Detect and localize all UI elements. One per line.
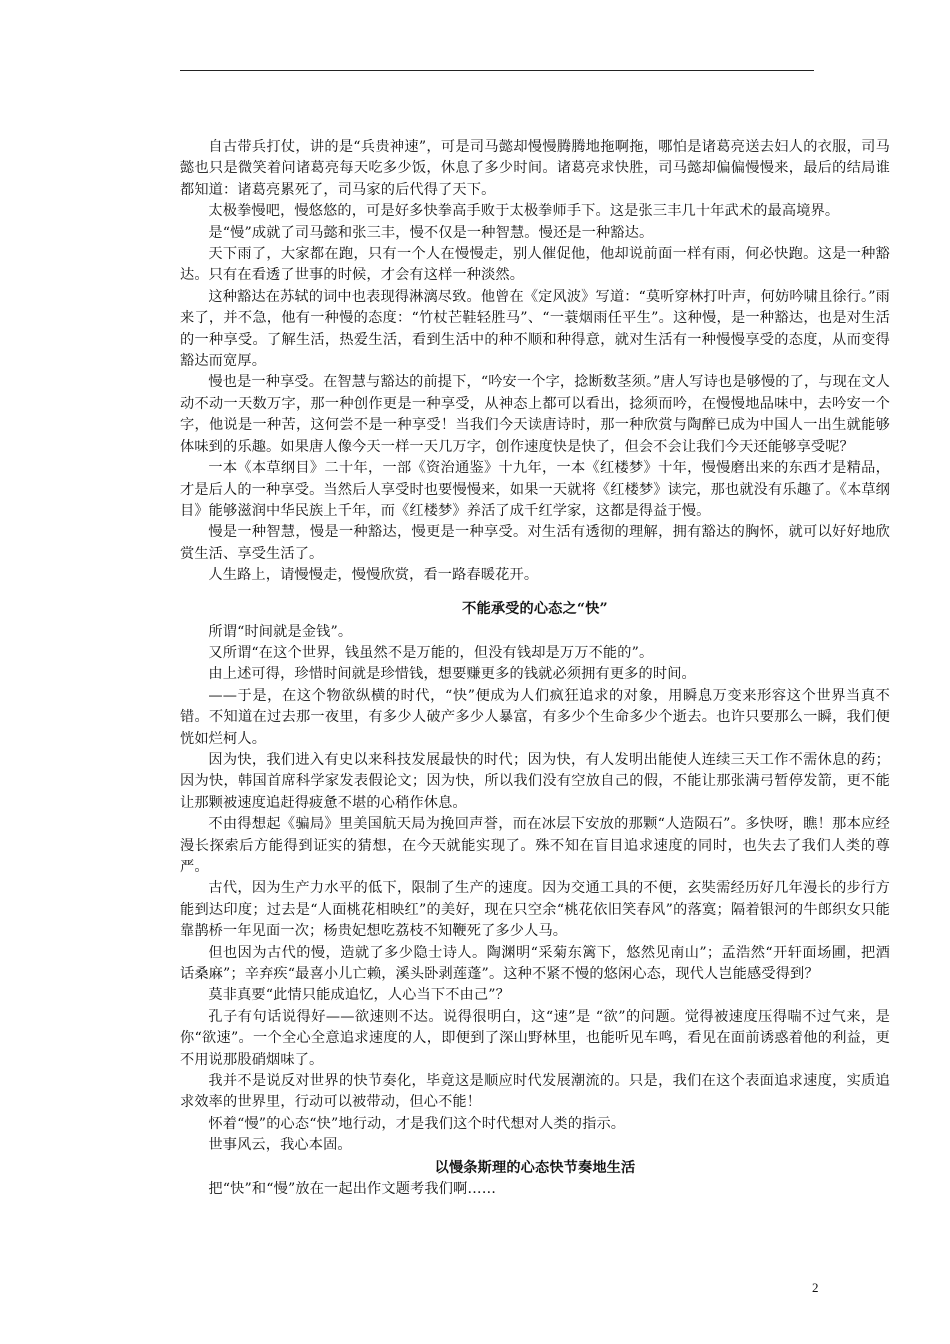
section-title: 以慢条斯理的心态快节奏地生活 [434,1159,636,1176]
paragraph: 这种豁达在苏轼的词中也表现得淋漓尽致。他曾在《定风波》写道：“莫听穿林打叶声，何妨吟啸且徐行。”雨来了，并不急，他有一种慢的态度：“竹杖芒鞋轻胜马”、“一蓑烟雨任平生”。这种慢，是一种豁达，也是对生活的一种享受。了解生活，热爱生活，看到生活中的种不顺和种得意，就对生活有一种慢慢享受的态度，从而变得豁达而宽厚。 [180,288,890,370]
paragraph: 由上述可得，珍惜时间就是珍惜钱，想要赚更多的钱就必须拥有更多的时间。 [208,666,696,683]
paragraph: 自古带兵打仗，讲的是“兵贵神速”，可是司马懿却慢慢腾腾地拖啊拖，哪怕是诸葛亮送去妇人的衣服，司马懿也只是微笑着问诸葛亮每天吃多少饭，休息了多少时间。诸葛亮求快胜，司马懿却偏偏慢慢来，最后的结局谁都知道：诸葛亮累死了，司马家的后代得了天下。 [180,139,890,198]
paragraph: ——于是，在这个物欲纵横的时代，“快”便成为人们疯狂追求的对象，用瞬息万变来形容这个世界当真不错。不知道在过去那一夜里，有多少人破产多少人暴富，有多少个生命多少个逝去。也许只要那么一瞬，我们便恍如烂柯人。 [180,687,890,747]
page-number: 2 [812,1280,819,1295]
paragraph: 但也因为古代的慢，造就了多少隐士诗人。陶渊明“采菊东篱下，悠然见南山”；孟浩然“开轩面场圃，把酒话桑麻”；辛弃疾“最喜小儿亡赖，溪头卧剥莲蓬”。这种不紧不慢的悠闲心态，现代人岂能感受得到？ [180,944,890,983]
paragraph: 怀着“慢”的心态“快”地行动，才是我们这个时代想对人类的指示。 [208,1115,626,1132]
paragraph: 天下雨了，大家都在跑，只有一个人在慢慢走，别人催促他，他却说前面一样有雨，何必快跑。这是一种豁达。只有在看透了世事的时候，才会有这样一种淡然。 [180,246,890,284]
paragraph: 古代，因为生产力水平的低下，限制了生产的速度。因为交通工具的不便，玄奘需经历好几年漫长的步行方能到达印度；过去是“人面桃花相映红”的美好，现在只空余“桃花依旧笑春风”的落寞；隔着银河的牛郎织女只能靠鹊桥一年见面一次；杨贵妃想吃荔枝不知鞭死了多少人马。 [180,880,890,940]
paragraph: 又所谓“在这个世界，钱虽然不是万能的，但没有钱却是万万不能的”。 [208,644,654,661]
paragraph: 把“快”和“慢”放在一起出作文题考我们啊…… [208,1180,497,1197]
paragraph: 我并不是说反对世界的快节奏化，毕竟这是顺应时代发展潮流的。只是，我们在这个表面追求速度，实质追求效率的世界里，行动可以被带动，但心不能！ [180,1073,890,1111]
paragraph: 所谓“时间就是金钱”。 [208,623,353,640]
paragraph: 孔子有句话说得好——欲速则不达。说得很明白，这“速”是 “欲”的问题。觉得被速度压得喘不过气来，是你“欲速”。一个全心全意追求速度的人，即便到了深山野林里，也能听见车鸣，看见在面前诱惑着他的利益，更不用说那股硝烟味了。 [180,1008,890,1068]
paragraph: 世事风云，我心本固。 [208,1137,352,1154]
paragraph: 人生路上，请慢慢走，慢慢欣赏，看一路春暖花开。 [208,567,539,584]
paragraph: 因为快，我们进入有史以来科技发展最快的时代；因为快，有人发明出能使人连续三天工作不需休息的药；因为快，韩国首席科学家发表假论文；因为快，所以我们没有空放自己的假，不能让那张满弓暂停发箭，更不能让那颗被速度追赶得疲惫不堪的心稍作休息。 [180,751,890,811]
document-body [180,137,890,1200]
paragraph: 是“慢”成就了司马懿和张三丰，慢不仅是一种智慧。慢还是一种豁达。 [208,224,654,241]
header-rule [180,70,814,71]
paragraph: 一本《本草纲目》二十年，一部《资治通鉴》十九年，一本《红楼梦》十年，慢慢磨出来的东西才是精品，才是后人的一种享受。当然后人享受时也要慢慢来，如果一天就将《红楼梦》读完，那也就没有乐趣了。《本草纲目》能够滋润中华民族上千年，而《红楼梦》养活了成千红学家，这都是得益于慢。 [180,460,890,519]
paragraph: 不由得想起《骗局》里美国航天局为挽回声誉，而在冰层下安放的那颗“人造陨石”。多快呀，瞧！那本应经漫长探索后方能得到证实的猜想，在今天就能实现了。殊不知在盲目追求速度的同时，也失去了我们人类的尊严。 [180,816,890,875]
paragraph: 慢是一种智慧，慢是一种豁达，慢更是一种享受。对生活有透彻的理解，拥有豁达的胸怀，就可以好好地欣赏生活、享受生活了。 [180,524,890,562]
paragraph: 慢也是一种享受。在智慧与豁达的前提下，“吟安一个字，捻断数茎须。”唐人写诗也是够慢的了，与现在文人动不动一天数万字，那一种创作更是一种享受，从神态上都可以看出，捻须而吟，在慢慢地品味中，去吟安一个字，他说是一种苦，这何尝不是一种享受！当我们今天读唐诗时，那一种欣赏与陶醉已成为中国人一出生就能够体味到的乐趣。如果唐人像今天一样一天几万字，创作速度快是快了，但会不会让我们今天还能够享受呢？ [180,374,890,455]
paragraph: 太极拳慢吧，慢悠悠的，可是好多快拳高手败于太极拳师手下。这是张三丰几十年武术的最高境界。 [208,203,840,220]
section-title: 不能承受的心态之“快” [462,600,608,617]
paragraph: 莫非真要“此情只能成追忆，人心当下不由己”？ [208,987,510,1004]
